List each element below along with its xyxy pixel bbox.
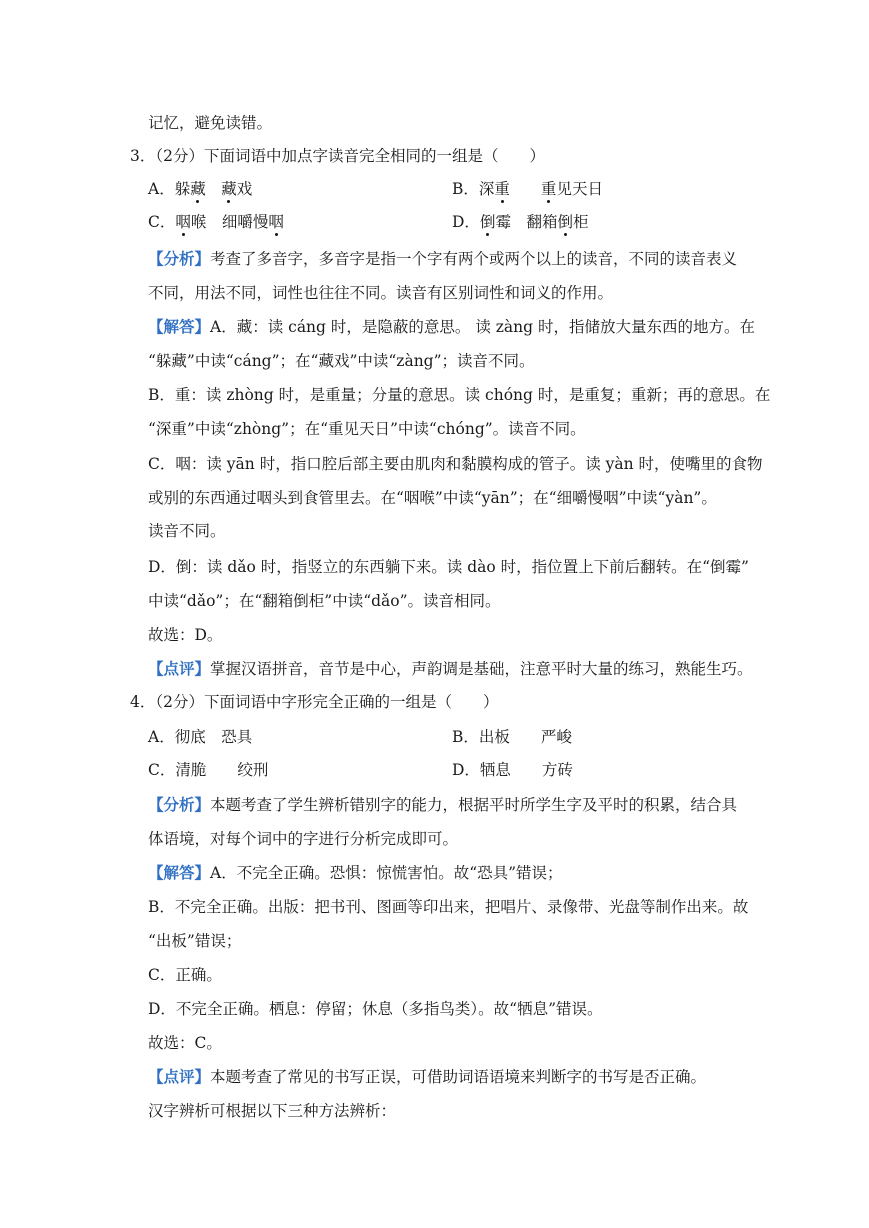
q3-option-b-dot-char-1: 重: [494, 180, 510, 198]
q4-answer-tag: 【解答】: [148, 863, 211, 882]
q3-option-c-dot-char-2: 咽: [268, 213, 284, 231]
q3-analysis-line-1: 【分析】考查了多音字，多音字是指一个字有两个或两个以上的读音，不同的读音表义: [148, 249, 738, 268]
q4-closing: 汉字辨析可根据以下三种方法辨析：: [148, 1102, 397, 1120]
q4-answer-line-2: B．不完全正确。出版：把书刊、图画等印出来，把唱片、录像带、光盘等制作出来。故: [148, 898, 749, 916]
q4-answer-line-3: “出板”错误；: [148, 932, 242, 950]
q4-choice: 故选：C。: [148, 1034, 222, 1052]
q3-option-a-dot-char-1: 藏: [190, 180, 206, 198]
q3-answer-line-9: 中读“dǎo”；在“翻箱倒柜”中读“dǎo”。读音相同。: [148, 592, 501, 610]
q4-comment-tag: 【点评】: [148, 1067, 211, 1086]
q4-answer-line-1: 【解答】A．不完全正确。恐惧：惊慌害怕。故“恐具”错误；: [148, 863, 563, 882]
q3-comment-tag: 【点评】: [148, 659, 211, 678]
q4-option-d: D．牺息 方砖: [452, 761, 573, 779]
q3-option-b-dot-char-2: 重: [540, 180, 557, 198]
q4-analysis-line-1: 【分析】本题考查了学生辨析错别字的能力，根据平时所学生字及平时的积累，结合具: [148, 795, 738, 814]
intro-line: 记忆，避免读错。: [148, 114, 273, 132]
q4-option-a: A．彻底 恐具: [148, 728, 253, 746]
q3-option-d-dot-char-2: 倒: [557, 213, 573, 231]
q3-answer-line-4: “深重”中读“zhòng”；在“重见天日”中读“chóng”。读音不同。: [148, 420, 586, 438]
q3-answer-line-8: D．倒：读 dǎo 时，指竖立的东西躺下来。读 dào 时，指位置上下前后翻转。在“倒霉”: [148, 558, 749, 576]
q3-comment: 【点评】掌握汉语拼音，音节是中心，声韵调是基础，注意平时大量的练习，熟能生巧。: [148, 659, 753, 678]
q3-option-d: D．倒霉 翻箱倒柜: [452, 213, 589, 231]
q3-answer-line-3: B．重：读 zhòng 时，是重量；分量的意思。读 chóng 时，是重复；重新；再的意思。在: [148, 386, 771, 404]
q3-answer-line-6: 或别的东西通过咽头到食管里去。在“咽喉”中读“yān”；在“细嚼慢咽”中读“yàn”。: [148, 489, 717, 507]
q3-option-c: C．咽喉 细嚼慢咽: [148, 213, 284, 231]
q3-option-d-dot-char-1: 倒: [479, 213, 496, 231]
q3-option-a: A．躲藏 藏戏: [148, 180, 253, 198]
q4-stem: 4．（2分）下面词语中字形完全正确的一组是（ ）: [130, 693, 499, 711]
q4-analysis-tag: 【分析】: [148, 795, 211, 814]
q3-option-a-dot-char-2: 藏: [221, 180, 237, 198]
q3-answer-line-7: 读音不同。: [148, 522, 226, 540]
q3-answer-tag: 【解答】: [148, 317, 211, 336]
q3-answer-line-1: 【解答】A．藏：读 cáng 时，是隐蔽的意思。 读 zàng 时，指储放大量东西的地方。在: [148, 317, 755, 336]
q3-analysis-tag: 【分析】: [148, 249, 211, 268]
q3-analysis-line-2: 不同，用法不同，词性也往往不同。读音有区别词性和词义的作用。: [148, 284, 614, 302]
q4-answer-line-5: D．不完全正确。栖息：停留；休息（多指鸟类）。故“牺息”错误。: [148, 1000, 603, 1018]
q4-option-b: B．出板 严峻: [452, 728, 572, 746]
q4-analysis-line-2: 体语境，对每个词中的字进行分析完成即可。: [148, 830, 459, 848]
q3-option-b: B．深重 重见天日: [452, 180, 603, 198]
q3-answer-line-2: “躲藏”中读“cáng”；在“藏戏”中读“zàng”；读音不同。: [148, 352, 535, 370]
q3-answer-line-5: C．咽：读 yān 时，指口腔后部主要由肌肉和黏膜构成的管子。读 yàn 时，使嘴里的食物: [148, 455, 763, 473]
q4-option-c: C．清脆 绞刑: [148, 761, 269, 779]
q4-answer-line-4: C．正确。: [148, 966, 222, 984]
q3-choice: 故选：D。: [148, 626, 223, 644]
q3-stem: 3．（2分）下面词语中加点字读音完全相同的一组是（ ）: [130, 147, 545, 165]
q3-option-c-dot-char-1: 咽: [175, 213, 191, 231]
q4-comment: 【点评】本题考查了常见的书写正误，可借助词语语境来判断字的书写是否正确。: [148, 1067, 707, 1086]
